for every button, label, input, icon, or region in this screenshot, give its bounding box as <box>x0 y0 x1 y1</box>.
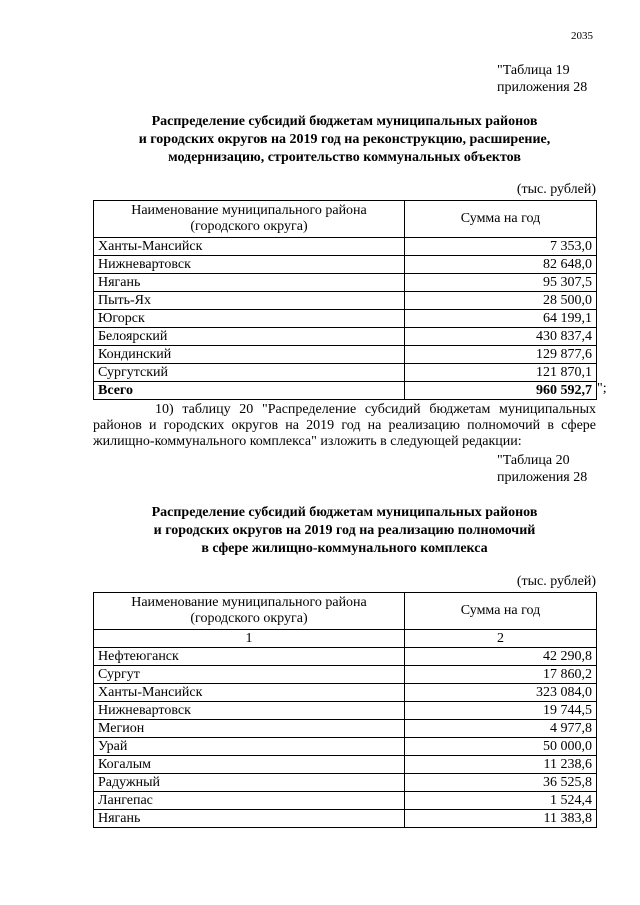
row-value: 95 307,5 <box>405 274 597 292</box>
row-value: 4 977,8 <box>405 720 597 738</box>
table-row <box>94 702 597 720</box>
table-row <box>94 346 597 364</box>
row-name: Когалым <box>94 756 405 774</box>
row-name: Пыть-Ях <box>94 292 405 310</box>
row-value: 129 877,6 <box>405 346 597 364</box>
row-value: 42 290,8 <box>405 648 597 666</box>
row-value: 121 870,1 <box>405 364 597 382</box>
row-value: 82 648,0 <box>405 256 597 274</box>
table20-title-line1: Распределение субсидий бюджетам муниципальных районов <box>151 505 538 520</box>
row-value: 7 353,0 <box>405 238 597 256</box>
table-row <box>94 238 597 256</box>
row-value: 11 238,6 <box>405 756 597 774</box>
row-name: Нягань <box>94 810 405 828</box>
table20-body <box>94 648 597 828</box>
table-row <box>94 720 597 738</box>
row-name: Лангепас <box>94 792 405 810</box>
row-value: 19 744,5 <box>405 702 597 720</box>
row-name: Нижневартовск <box>94 256 405 274</box>
table19-title-line3: модернизацию, строительство коммунальных объектов <box>168 150 521 165</box>
table-row <box>94 648 597 666</box>
row-value: 17 860,2 <box>405 666 597 684</box>
row-name: Сургут <box>94 666 405 684</box>
table19-body <box>94 238 597 400</box>
amendment-paragraph <box>93 402 596 450</box>
table-row <box>94 328 597 346</box>
row-value: 64 199,1 <box>405 310 597 328</box>
table19-note <box>497 62 587 96</box>
row-value: 28 500,0 <box>405 292 597 310</box>
row-name: Югорск <box>94 310 405 328</box>
table-row <box>94 756 597 774</box>
table19-header-name: Наименование муниципального района (городского округа) <box>94 201 405 238</box>
page-number: 2035 <box>571 30 593 42</box>
table-row <box>94 274 597 292</box>
table-row <box>94 364 597 382</box>
total-row <box>94 382 597 400</box>
row-value: 50 000,0 <box>405 738 597 756</box>
row-name: Урай <box>94 738 405 756</box>
table20 <box>93 592 597 828</box>
table20-colnum-2: 2 <box>405 630 597 648</box>
row-name: Ханты-Мансийск <box>94 684 405 702</box>
table-row <box>94 256 597 274</box>
table19-header-sum: Сумма на год <box>405 201 597 238</box>
row-name: Нижневартовск <box>94 702 405 720</box>
table-row <box>94 310 597 328</box>
table20-units: (тыс. рублей) <box>516 574 596 589</box>
row-value: 36 525,8 <box>405 774 597 792</box>
total-label: Всего <box>94 382 405 400</box>
table20-note-line2: приложения 28 <box>497 470 588 485</box>
row-value: 430 837,4 <box>405 328 597 346</box>
row-name: Радужный <box>94 774 405 792</box>
table20-note <box>497 452 587 486</box>
table19-note-line2: приложения 28 <box>497 80 588 95</box>
row-value: 11 383,8 <box>405 810 597 828</box>
row-value: 1 524,4 <box>405 792 597 810</box>
table19-title <box>93 113 596 167</box>
table-row <box>94 292 597 310</box>
table20-title-line2: и городских округов на 2019 год на реализацию полномочий <box>153 523 536 538</box>
table19-units: (тыс. рублей) <box>516 182 596 197</box>
row-name: Нягань <box>94 274 405 292</box>
row-name: Белоярский <box>94 328 405 346</box>
row-name: Кондинский <box>94 346 405 364</box>
table-row <box>94 684 597 702</box>
table20-title <box>93 504 596 558</box>
table-row <box>94 774 597 792</box>
table20-header-sum: Сумма на год <box>405 593 597 630</box>
table20-note-line1: "Таблица 20 <box>497 453 570 468</box>
row-value: 323 084,0 <box>405 684 597 702</box>
total-value: 960 592,7 <box>405 382 597 400</box>
row-name: Ханты-Мансийск <box>94 238 405 256</box>
table-row <box>94 666 597 684</box>
row-name: Сургутский <box>94 364 405 382</box>
table20-header-name: Наименование муниципального района (городского округа) <box>94 593 405 630</box>
row-name: Нефтеюганск <box>94 648 405 666</box>
table19 <box>93 200 597 400</box>
table-row <box>94 792 597 810</box>
table20-title-line3: в сфере жилищно-коммунального комплекса <box>201 541 488 556</box>
table20-colnum-1: 1 <box>94 630 405 648</box>
table19-title-line2: и городских округов на 2019 год на реконструкцию, расширение, <box>138 132 551 147</box>
row-name: Мегион <box>94 720 405 738</box>
table19-note-line1: "Таблица 19 <box>497 63 570 78</box>
table-row <box>94 738 597 756</box>
table19-close-quote: "; <box>597 381 607 396</box>
amendment-text: 10) таблицу 20 "Распределение субсидий бюджетам муниципальных районов и городских округов на 2019 год на реализацию полномочий в сфере жилищно-коммунального комплекса" изложить в следующей редакции: <box>93 402 596 449</box>
table19-title-line1: Распределение субсидий бюджетам муниципальных районов <box>151 114 538 129</box>
table-row <box>94 810 597 828</box>
